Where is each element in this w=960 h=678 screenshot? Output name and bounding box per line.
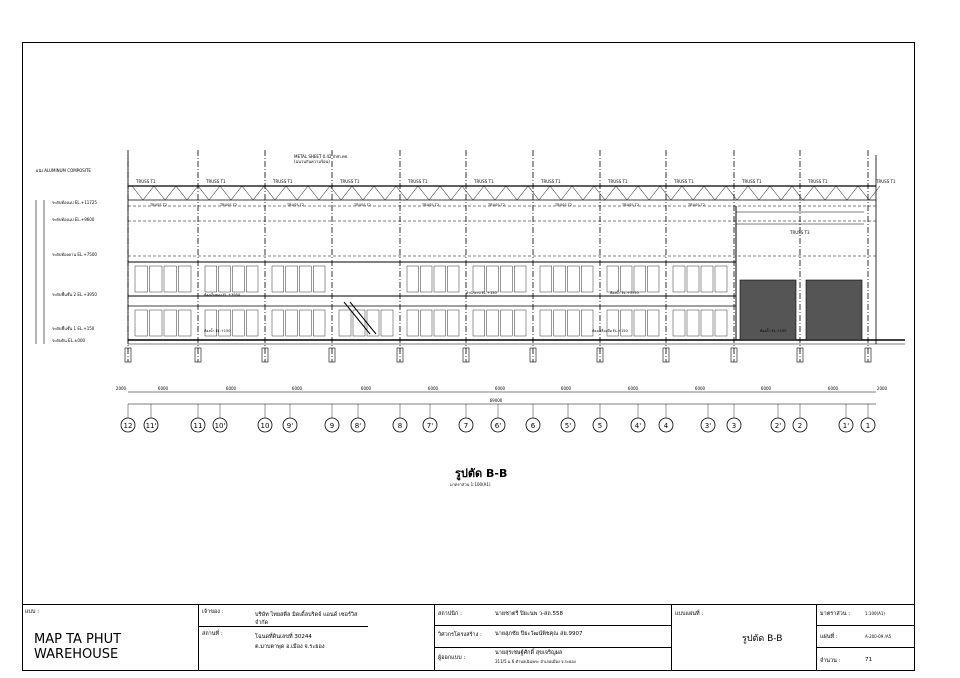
grid-label: 11' — [145, 422, 157, 430]
window-panel — [501, 310, 513, 336]
window-panel — [487, 266, 499, 292]
truss-t1-label: TRUSS T1 — [136, 179, 156, 184]
grid-label: 1' — [842, 422, 850, 430]
window-panel — [313, 266, 325, 292]
window-panel — [313, 310, 325, 336]
window-panel — [448, 266, 460, 292]
location-value-1: โฉนดที่ดินเลขที่ 30244 — [255, 634, 312, 640]
truss-web — [253, 186, 264, 200]
truss-t1-label: TRUSS T1 — [674, 179, 694, 184]
truss-t1-label: TRUSS T1 — [608, 179, 628, 184]
truss-web — [341, 186, 352, 200]
truss-t1-label: TRUSS T1 — [273, 179, 293, 184]
truss-web — [297, 186, 308, 200]
window-panel — [581, 266, 593, 292]
truss-t2-label: TRUSS T2 — [688, 203, 706, 207]
truss-web — [792, 186, 803, 200]
truss-web — [770, 186, 781, 200]
truss-web — [242, 186, 253, 200]
window-panel — [421, 310, 433, 336]
location-label: สถานที่ : — [202, 631, 223, 637]
window-panel — [607, 266, 619, 292]
truss-t2-label: TRUSS T2 — [488, 203, 506, 207]
span-dimension: 6000 — [291, 386, 303, 391]
window-panel — [540, 310, 552, 336]
grid-label: 3 — [731, 422, 737, 430]
truss-web — [649, 186, 660, 200]
tb-owner-cell — [198, 605, 368, 671]
grid-label: 9' — [286, 422, 294, 430]
window-panel — [179, 266, 192, 292]
truss-t2-label: TRUSS T2 — [354, 203, 372, 207]
project-label: แบบ : — [25, 609, 40, 615]
sheet-no-value: A-200-09 /A5 — [865, 634, 892, 639]
truss-web — [693, 186, 704, 200]
truss-web — [781, 186, 792, 200]
window-panel — [554, 310, 566, 336]
truss-web — [407, 186, 418, 200]
window-panel — [219, 266, 231, 292]
metal-sheet-note: METAL SHEET 0.42 mm.ทช. — [294, 154, 349, 159]
architect-value: นายชาตรี ปิยะนพ ว-สถ.558 — [495, 611, 563, 617]
grid-label: 6' — [494, 422, 502, 430]
window-panel — [272, 310, 284, 336]
window-panel — [673, 266, 685, 292]
window-panel — [179, 310, 192, 336]
truss-web — [726, 186, 737, 200]
truss-web — [374, 186, 385, 200]
truss-web — [583, 186, 594, 200]
grid-label: 1 — [865, 422, 871, 430]
level-label: ระดับท้องคาน EL.+7500 — [52, 252, 97, 257]
window-panel — [339, 310, 351, 336]
truss-web — [759, 186, 770, 200]
truss-web — [869, 186, 880, 200]
grid-label: 3' — [704, 422, 712, 430]
section-title: รูปตัด B-B — [455, 467, 508, 480]
truss-web — [847, 186, 858, 200]
room-label: ห้องน้ำ EL.+3950 — [610, 291, 639, 295]
truss-web — [671, 186, 682, 200]
window-panel — [150, 310, 163, 336]
window-panel — [621, 266, 633, 292]
aluminum-note: ผนัง ALUMINUM COMPOSITE — [36, 168, 91, 173]
truss-web — [561, 186, 572, 200]
grid-label: 2 — [797, 422, 803, 430]
truss-web — [143, 186, 154, 200]
truss-web — [198, 186, 209, 200]
truss-web — [660, 186, 671, 200]
truss-t2-label: TRUSS T2 — [150, 203, 168, 207]
level-label: ระดับพื้นชั้น 1 EL.+150 — [52, 326, 95, 331]
room-label: ห้องเก็บของ EL.+3950 — [204, 293, 241, 297]
span-dimension: 6000 — [360, 386, 372, 391]
window-panel — [233, 310, 245, 336]
engineer-value: นายสุภชัย ปิยะวัฒน์พิชคุณ สย.9907 — [495, 631, 583, 637]
truss-web — [473, 186, 484, 200]
truss-t1-label: TRUSS T1 — [876, 179, 896, 184]
truss-web — [440, 186, 451, 200]
room-label: สำนักงาน EL.+150 — [466, 291, 497, 295]
truss-t1-label: TRUSS T1 — [474, 179, 494, 184]
tb-scale-cell — [816, 605, 915, 671]
window-panel — [286, 266, 298, 292]
window-panel — [673, 310, 685, 336]
grid-label: 5 — [597, 422, 603, 430]
window-panel — [687, 310, 699, 336]
grid-label: 5' — [564, 422, 572, 430]
span-dimension: 2000 — [115, 386, 127, 391]
truss-web — [363, 186, 374, 200]
metal-sheet-note-2: (ฉนวนกันความร้อน) — [294, 159, 330, 164]
truss-web — [418, 186, 429, 200]
truss-web — [572, 186, 583, 200]
grid-label: 11 — [193, 422, 203, 430]
window-panel — [473, 310, 485, 336]
truss-t1-label: TRUSS T1 — [408, 179, 428, 184]
window-panel — [233, 266, 245, 292]
window-panel — [501, 266, 513, 292]
window-panel — [421, 266, 433, 292]
truss-t1-label: TRUSS T1 — [541, 179, 561, 184]
grid-label: 2' — [774, 422, 782, 430]
tb-project-cell — [22, 605, 198, 671]
window-panel — [487, 310, 499, 336]
truss-web — [704, 186, 715, 200]
truss-t2-label: TRUSS T2 — [422, 203, 440, 207]
window-panel — [272, 266, 284, 292]
window-panel — [715, 310, 727, 336]
room-label: ห้องน้ำ EL.+150 — [760, 329, 787, 333]
window-panel — [715, 266, 727, 292]
count-value: 71 — [865, 657, 872, 663]
window-panel — [648, 266, 660, 292]
window-panel — [246, 310, 258, 336]
span-dimension: 6000 — [627, 386, 639, 391]
window-panel — [540, 266, 552, 292]
truss-web — [462, 186, 473, 200]
window-panel — [300, 266, 312, 292]
grid-label: 7' — [426, 422, 434, 430]
window-panel — [514, 266, 526, 292]
sheet-title-label: แบบแผ่นที่ : — [675, 611, 704, 617]
truss-web — [638, 186, 649, 200]
window-panel — [246, 266, 258, 292]
window-panel — [701, 310, 713, 336]
window-panel — [381, 310, 393, 336]
span-dimension: 6000 — [225, 386, 237, 391]
window-panel — [648, 310, 660, 336]
grid-label: 7 — [463, 422, 469, 430]
truss-web — [319, 186, 330, 200]
truss-web — [506, 186, 517, 200]
truss-web — [627, 186, 638, 200]
project-name: MAP TA PHUT WAREHOUSE — [34, 632, 122, 662]
count-label: จำนวน : — [820, 658, 841, 664]
truss-web — [484, 186, 495, 200]
window-panel — [164, 266, 177, 292]
owner-value: บริษัท ไทยสตีล มิดเดิ้ลบริดจ์ แอนด์ เซอร์วิส จำกัด — [255, 612, 358, 626]
architect-label: สถาปนิก : — [438, 611, 462, 617]
truss-web — [132, 186, 143, 200]
truss-web — [176, 186, 187, 200]
grid-label: 6 — [530, 422, 536, 430]
truss-t3-label: TRUSS T3 — [790, 230, 810, 235]
truss-web — [550, 186, 561, 200]
grid-label: 4 — [663, 422, 669, 430]
truss-web — [187, 186, 198, 200]
scale-value: 1:100(A1) — [865, 611, 885, 616]
window-panel — [434, 310, 446, 336]
engineer-label: วิศวกรโครงสร้าง : — [438, 632, 482, 638]
span-dimension: 6000 — [827, 386, 839, 391]
span-dimension: 6000 — [494, 386, 506, 391]
truss-web — [352, 186, 363, 200]
truss-web — [308, 186, 319, 200]
span-dimension: 6000 — [694, 386, 706, 391]
truss-web — [385, 186, 396, 200]
tb-sheet-title-cell — [671, 605, 816, 671]
span-dimension: 6000 — [760, 386, 772, 391]
truss-web — [825, 186, 836, 200]
designer-label: ผู้ออกแบบ : — [438, 655, 466, 661]
truss-web — [528, 186, 539, 200]
window-panel — [286, 310, 298, 336]
truss-web — [616, 186, 627, 200]
total-dimension: 69000 — [489, 398, 503, 403]
window-panel — [205, 266, 217, 292]
window-panel — [448, 310, 460, 336]
grid-label: 4' — [634, 422, 642, 430]
truss-web — [275, 186, 286, 200]
truss-web — [165, 186, 176, 200]
truss-web — [264, 186, 275, 200]
truss-t1-label: TRUSS T1 — [742, 179, 762, 184]
window-panel — [150, 266, 163, 292]
truss-web — [451, 186, 462, 200]
truss-web — [715, 186, 726, 200]
span-dimension: 6000 — [560, 386, 572, 391]
window-panel — [568, 266, 580, 292]
truss-web — [814, 186, 825, 200]
truss-t2-label: TRUSS T2 — [555, 203, 573, 207]
grid-label: 9 — [329, 422, 335, 430]
truss-web — [396, 186, 407, 200]
window-panel — [164, 310, 177, 336]
truss-web — [858, 186, 869, 200]
grid-label: 12 — [123, 422, 133, 430]
truss-web — [682, 186, 693, 200]
grid-label: 10 — [260, 422, 270, 430]
truss-t1-label: TRUSS T1 — [340, 179, 360, 184]
sheet-title: รูปตัด B-B — [742, 634, 783, 644]
truss-web — [836, 186, 847, 200]
window-panel — [554, 266, 566, 292]
truss-web — [231, 186, 242, 200]
level-label: ระดับดิน EL.±000 — [52, 338, 86, 343]
window-panel — [300, 310, 312, 336]
truss-web — [429, 186, 440, 200]
window-panel — [135, 266, 148, 292]
truss-t1-label: TRUSS T1 — [808, 179, 828, 184]
truss-web — [539, 186, 550, 200]
window-panel — [353, 310, 365, 336]
window-panel — [568, 310, 580, 336]
truss-web — [286, 186, 297, 200]
truss-web — [209, 186, 220, 200]
truss-web — [803, 186, 814, 200]
truss-t2-label: TRUSS T2 — [287, 203, 305, 207]
sheet-no-label: แผ่นที่ : — [820, 634, 838, 640]
level-label: ระดับท้องแป EL.+11725 — [52, 200, 97, 205]
owner-label: เจ้าของ : — [202, 609, 224, 615]
window-panel — [514, 310, 526, 336]
grid-label: 8 — [397, 422, 403, 430]
level-label: ระดับท้องแป EL.+9600 — [52, 217, 95, 222]
truss-web — [737, 186, 748, 200]
grid-label: 8' — [354, 422, 362, 430]
grid-label: 10' — [214, 422, 226, 430]
truss-web — [594, 186, 605, 200]
level-label: ระดับพื้นชั้น 2 EL.+3950 — [52, 292, 97, 297]
truss-t2-label: TRUSS T2 — [220, 203, 238, 207]
window-panel — [634, 266, 646, 292]
window-panel — [434, 266, 446, 292]
truss-t2-label: TRUSS T2 — [622, 203, 640, 207]
section-scale: มาตราส่วน 1:100(A1) — [450, 482, 491, 487]
room-label: ห้องน้ำ EL.+150 — [204, 329, 231, 333]
designer-value-1: นายสุรเชษฐ์ศักดิ์ สุขเจริญผล — [495, 650, 563, 656]
truss-web — [517, 186, 528, 200]
span-dimension: 2000 — [876, 386, 888, 391]
room-label: ห้องเครื่องมือ EL.+150 — [592, 329, 628, 333]
truss-web — [605, 186, 616, 200]
truss-t1-label: TRUSS T1 — [206, 179, 226, 184]
scale-label: มาตราส่วน : — [820, 611, 851, 617]
tb-engineer-cell — [434, 605, 671, 671]
window-panel — [701, 266, 713, 292]
window-panel — [135, 310, 148, 336]
span-dimension: 6000 — [157, 386, 169, 391]
designer-value-2: 311/5 ม.6 ตำบลเนินพระ อำเภอเมือง จ.ระยอง — [495, 659, 576, 664]
span-dimension: 6000 — [427, 386, 439, 391]
truss-web — [748, 186, 759, 200]
truss-web — [154, 186, 165, 200]
window-panel — [687, 266, 699, 292]
window-panel — [407, 266, 419, 292]
truss-web — [220, 186, 231, 200]
truss-web — [495, 186, 506, 200]
window-panel — [634, 310, 646, 336]
window-panel — [407, 310, 419, 336]
location-value-2: ต.มาบตาพุด อ.เมือง จ.ระยอง — [255, 644, 325, 650]
title-block — [22, 604, 915, 671]
window-panel — [473, 266, 485, 292]
